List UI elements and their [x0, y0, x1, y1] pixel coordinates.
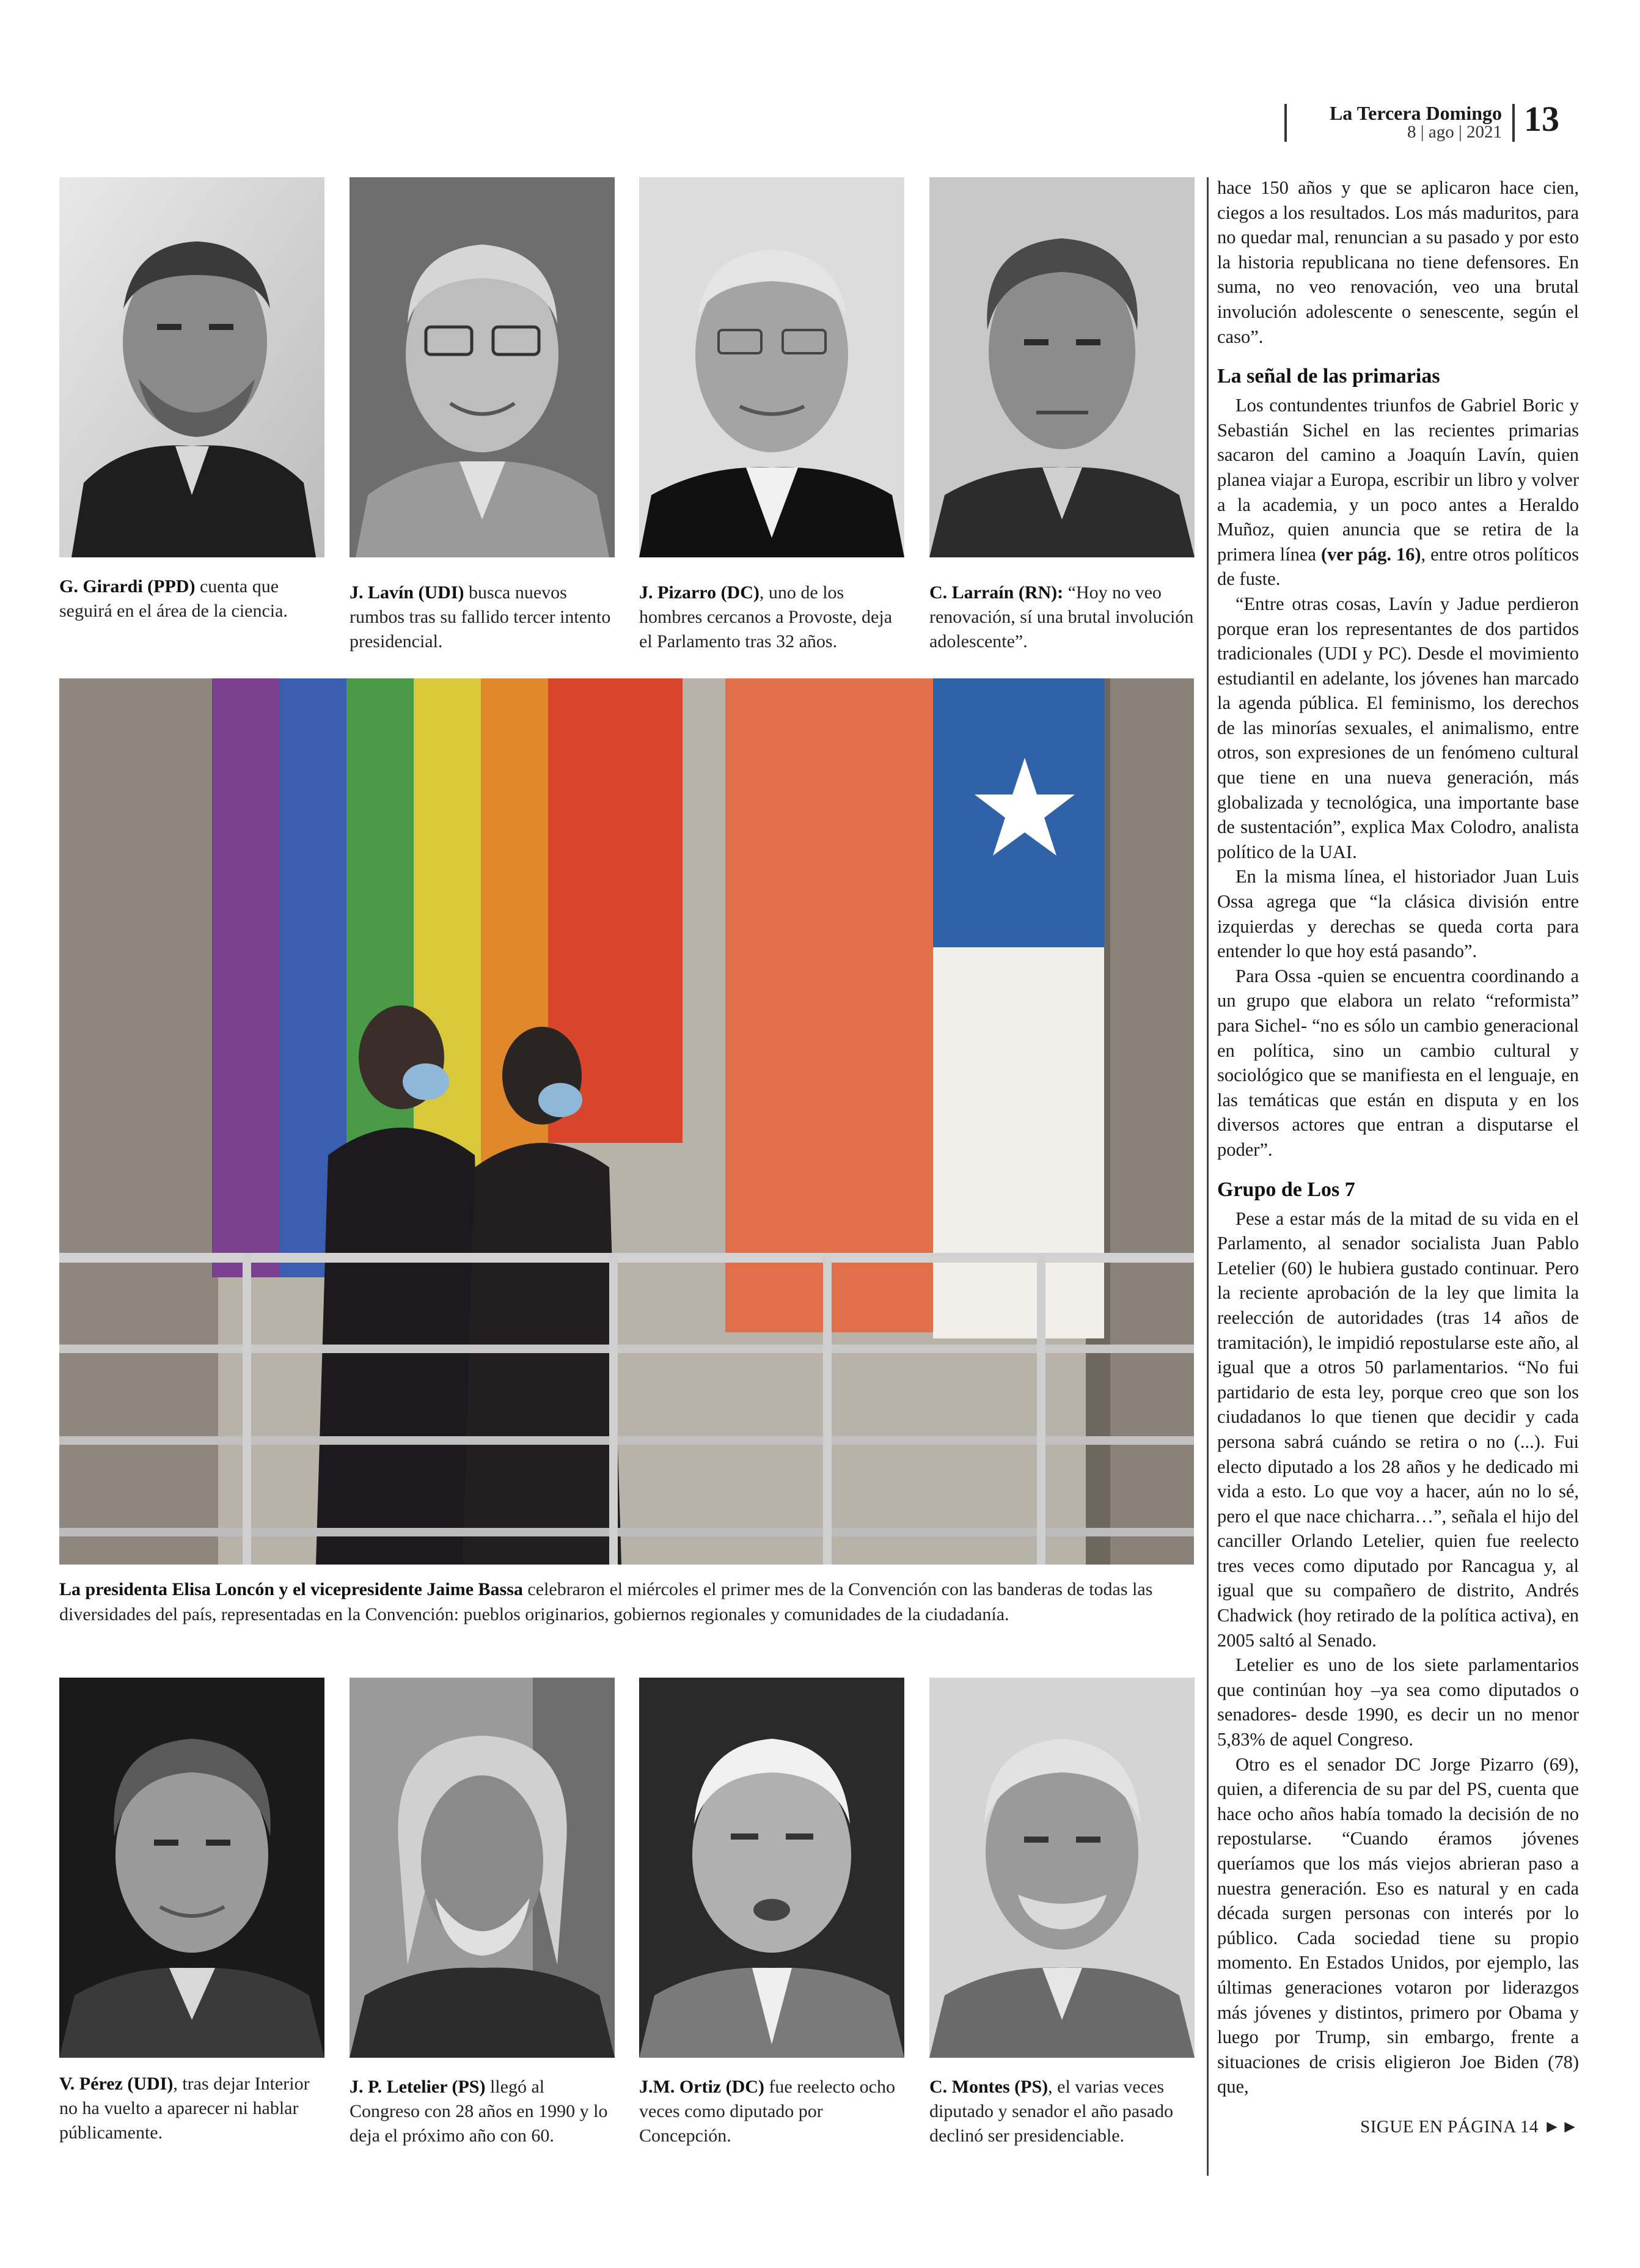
caption-pizarro	[639, 581, 908, 654]
header-divider-left	[1284, 104, 1287, 142]
caption-name: J. Pizarro (DC)	[639, 582, 760, 603]
page-reference: (ver pág. 16)	[1320, 543, 1421, 565]
article-text: Los contundentes triunfos de Gabriel Boric y Sebastián Sichel en las recientes primarias sacaron del camino a Joaquín Lavín, quien planea viajar a Europa, escribir un libro y volver a la academia, y un poco antes a Heraldo Muñoz, quien anuncia que se retira de la primera línea	[1217, 395, 1579, 565]
caption-ortiz	[639, 2075, 908, 2148]
portrait-photo-ortiz	[639, 1678, 904, 2058]
main-photo-caption	[59, 1577, 1177, 1627]
article-paragraph	[1217, 393, 1579, 592]
caption-text: celebraron el miércoles el primer mes de la Convención con las banderas de todas las diversidades del país, representadas en la Convención: pueblos originarios, gobiernos regionales y comunidades de la ciudadanía.	[59, 1579, 1153, 1624]
caption-text: cuenta que seguirá en el área de la ciencia.	[59, 576, 288, 621]
caption-text: busca nuevos rumbos tras su fallido tercer intento presidencial.	[350, 582, 611, 651]
publication-date: 8 | ago | 2021	[1407, 122, 1502, 142]
portrait-photo-perez	[59, 1678, 324, 2058]
caption-girardi	[59, 574, 328, 623]
caption-text: llegó al Congreso con 28 años en 1990 y lo deja el próximo año con 60.	[350, 2077, 608, 2146]
article-paragraph: “Entre otras cosas, Lavín y Jadue perdieron porque eran los representantes de dos partidos tradicionales (UDI y PC). Desde el movimiento estudiantil en adelante, los jóvenes han marcado la agenda pública. El feminismo, los derechos de las minorías sexuales, el animalismo, entre otros, son expresiones de un fenómeno cultural que tiene en una nueva generación, más globalizada y tecnológica, una importante base de sustentación”, explica Max Colodro, analista político de la UAI.	[1217, 593, 1579, 862]
caption-name: V. Pérez (UDI)	[59, 2074, 174, 2094]
caption-name: G. Girardi (PPD)	[59, 576, 196, 596]
caption-lavin	[350, 581, 618, 654]
portrait-photo-montes	[929, 1678, 1195, 2058]
caption-larrain	[929, 581, 1198, 654]
column-divider	[1207, 177, 1209, 2176]
article-paragraph: En la misma línea, el historiador Juan Luis Ossa agrega que “la clásica división entre izquierdas y derechas se queda corta para entender lo que hoy está pasando”.	[1217, 866, 1579, 962]
article-paragraph: Para Ossa -quien se encuentra coordinando a un grupo que elabora un relato “reformista” para Sichel- “no es sólo un cambio generacional en política, sino un cambio cultural y sociológico que se manifiesta en el lenguaje, en las temáticas que están en disputa y en los diversos actores que entran a disputarse el poder”.	[1217, 965, 1579, 1160]
caption-name: J. P. Letelier (PS)	[350, 2077, 486, 2097]
article-column	[1217, 175, 1579, 2099]
portrait-photo-larrain	[929, 177, 1195, 557]
caption-name: J. Lavín (UDI)	[350, 582, 464, 603]
publication-name: La Tercera Domingo	[1329, 102, 1502, 124]
portrait-photo-pizarro	[639, 177, 904, 557]
article-paragraph: Otro es el senador DC Jorge Pizarro (69), quien, a diferencia de su par del PS, cuenta que hace ocho años había tomado la decisión de no repostularse. “Cuando éramos jóvenes queríamos que los más viejos abrieran paso a nuestra generación. Eso es natural y en cada década surgen personas con interés por lo público. Cada sociedad tiene su propio momento. En Estados Unidos, por ejemplo, las últimas generaciones votaron por liderazgos más jóvenes y distintos, primero por Obama y luego por Trump, sin embargo, frente a situaciones de crisis eligieron Joe Biden (78) que,	[1217, 1753, 1579, 2097]
portrait-photo-letelier	[350, 1678, 615, 2058]
caption-text: , el varias veces diputado y senador el año pasado declinó ser presidenciable.	[929, 2077, 1174, 2146]
caption-text: “Hoy no veo renovación, sí una brutal involución adolescente”.	[929, 582, 1194, 651]
caption-text: , tras dejar Interior no ha vuelto a aparecer ni hablar públicamente.	[59, 2074, 310, 2143]
portrait-photo-girardi	[59, 177, 324, 557]
caption-name: C. Larraín (RN):	[929, 582, 1064, 603]
caption-name: La presidenta Elisa Loncón y el vicepresidente Jaime Bassa	[59, 1579, 523, 1599]
caption-name: C. Montes (PS)	[929, 2077, 1049, 2097]
main-photo-convention-flags	[59, 678, 1194, 1565]
continuation-link[interactable]: SIGUE EN PÁGINA 14 ►►	[1360, 2117, 1579, 2137]
subheading-primarias: La señal de las primarias	[1217, 365, 1440, 388]
page-number: 13	[1524, 99, 1559, 139]
article-paragraph: Letelier es uno de los siete parlamentarios que continúan hoy –ya sea como diputados o senadores- desde 1990, es decir un no menor 5,83% de aquel Congreso.	[1217, 1654, 1579, 1750]
caption-letelier	[350, 2075, 618, 2148]
article-text: , entre otros políticos de fuste.	[1217, 543, 1579, 590]
caption-name: J.M. Ortiz (DC)	[639, 2077, 764, 2097]
caption-text: fue reelecto ocho veces como diputado por Concepción.	[639, 2077, 895, 2146]
header-divider-right	[1512, 104, 1515, 142]
portrait-photo-lavin	[350, 177, 615, 557]
caption-perez	[59, 2072, 328, 2145]
caption-montes	[929, 2075, 1198, 2148]
article-paragraph: hace 150 años y que se aplicaron hace cien, ciegos a los resultados. Los más maduritos, para no quedar mal, renuncian a su pasado y por esto la historia republicana no tiene defensores. En suma, no veo renovación, veo una brutal involución adolescente o senescente, según el caso”.	[1217, 177, 1579, 347]
caption-text: , uno de los hombres cercanos a Provoste, deja el Parlamento tras 32 años.	[639, 582, 893, 651]
article-paragraph: Pese a estar más de la mitad de su vida en el Parlamento, al senador socialista Juan Pablo Letelier (60) le hubiera gustado continuar. Pero la reciente aprobación de la ley que limita la reelección de autoridades (tras 14 años de tramitación), le impidió repostularse este año, al igual que a otros 50 parlamentarios. “No fui partidario de esta ley, porque creo que son los ciudadanos lo que tienen que decidir y cada persona sabrá cuándo se retira o no (...). Fui electo diputado a los 28 años y he dedicado mi vida a esto. Lo que voy a hacer, aún no lo sé, pero el que nace chicharra…”, señala el hijo del canciller Orlando Letelier, quien fue reelecto tres veces como diputado por Rancagua y, al igual que su compañero de distrito, Andrés Chadwick (hoy retirado de la política activa), en 2005 saltó al Senado.	[1217, 1208, 1579, 1651]
subheading-grupo-los-7: Grupo de Los 7	[1217, 1178, 1355, 1201]
